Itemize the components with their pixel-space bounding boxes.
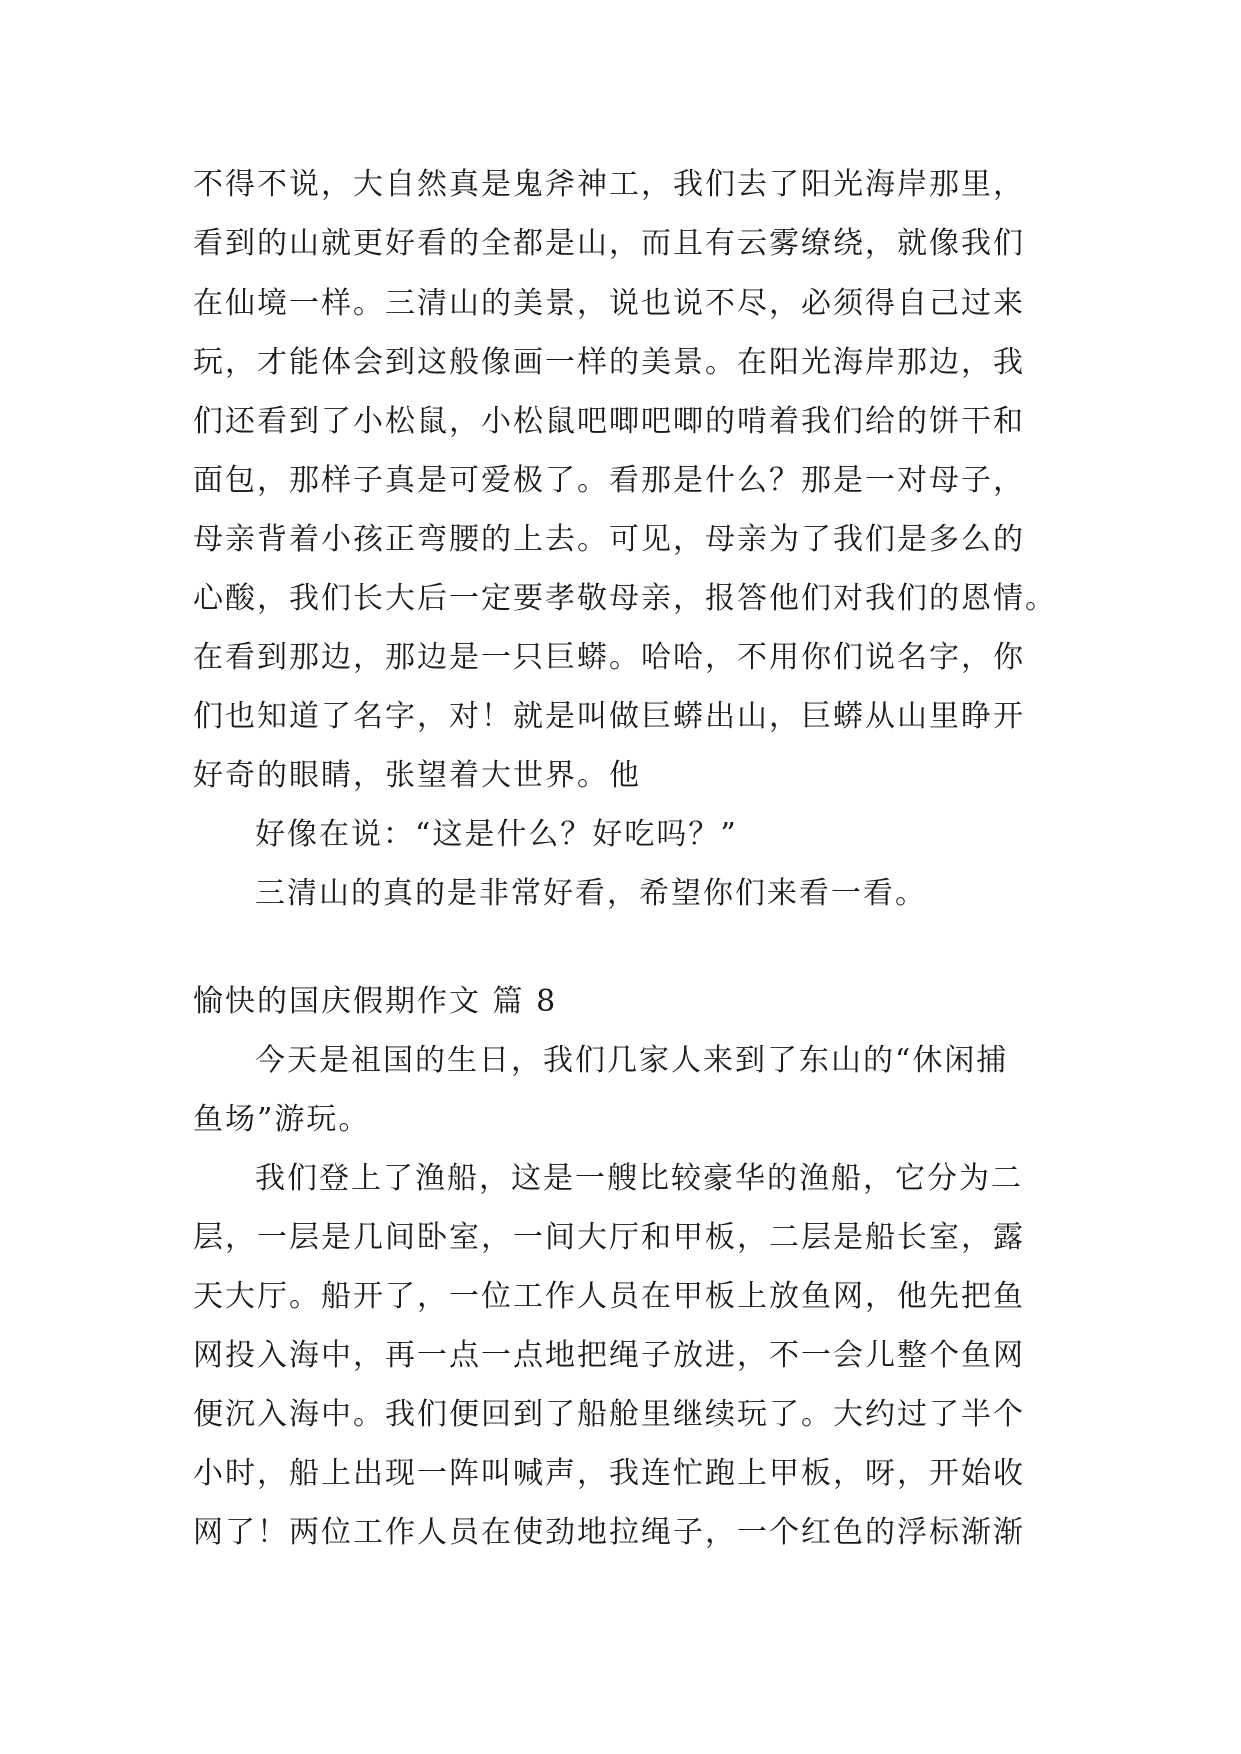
text-line: 三清山的真的是非常好看，希望你们来看一看。 (255, 876, 927, 911)
text-line: 好像在说：“这是什么？好吃吗？” (255, 817, 738, 852)
text-line: 看到的山就更好看的全都是山，而且有云雾缭绕，就像我们 (193, 226, 1025, 261)
text-line: 我们登上了渔船，这是一艘比较豪华的渔船，它分为二 (255, 1161, 1023, 1196)
text-line: 鱼场”游玩。 (193, 1102, 371, 1137)
text-line: 们也知道了名字，对！就是叫做巨蟒出山，巨蟒从山里睁开 (193, 699, 1025, 734)
text-line: 网投入海中，再一点一点地把绳子放进，不一会儿整个鱼网 (193, 1338, 1025, 1373)
text-line: 在仙境一样。三清山的美景，说也说不尽，必须得自己过来 (193, 286, 1025, 321)
text-line: 心酸，我们长大后一定要孝敬母亲，报答他们对我们的恩情。 (193, 581, 1057, 616)
text-line: 好奇的眼睛，张望着大世界。他 (193, 758, 641, 793)
text-line: 天大厅。船开了，一位工作人员在甲板上放鱼网，他先把鱼 (193, 1279, 1025, 1314)
text-line: 母亲背着小孩正弯腰的上去。可见，母亲为了我们是多么的 (193, 522, 1025, 557)
text-line: 网了！两位工作人员在使劲地拉绳子，一个红色的浮标渐渐 (193, 1515, 1025, 1550)
text-line: 玩，才能体会到这般像画一样的美景。在阳光海岸那边，我 (193, 345, 1025, 380)
text-line: 面包，那样子真是可爱极了。看那是什么？那是一对母子， (193, 463, 1025, 498)
text-line: 小时，船上出现一阵叫喊声，我连忙跑上甲板，呀，开始收 (193, 1456, 1025, 1491)
section-heading: 愉快的国庆假期作文 篇 8 (193, 984, 558, 1019)
text-line: 不得不说，大自然真是鬼斧神工，我们去了阳光海岸那里， (193, 167, 1025, 202)
text-line: 在看到那边，那边是一只巨蟒。哈哈，不用你们说名字，你 (193, 640, 1025, 675)
text-line: 便沉入海中。我们便回到了船舱里继续玩了。大约过了半个 (193, 1397, 1025, 1432)
text-line: 今天是祖国的生日，我们几家人来到了东山的“休闲捕 (255, 1043, 1009, 1078)
text-line: 们还看到了小松鼠，小松鼠吧唧吧唧的啃着我们给的饼干和 (193, 404, 1025, 439)
text-line: 层，一层是几间卧室，一间大厅和甲板，二层是船长室，露 (193, 1220, 1025, 1255)
